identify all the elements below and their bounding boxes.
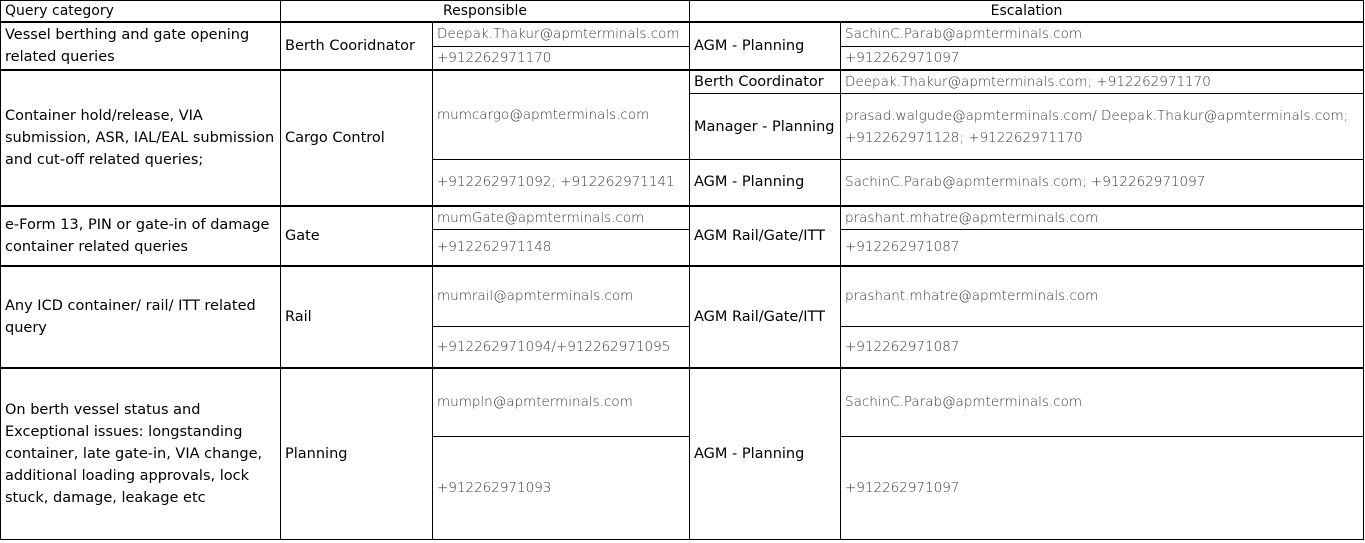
header-escalation: Escalation (690, 1, 1364, 23)
responsible-team-cell: Berth Cooridnator (281, 22, 433, 70)
escalation-role-cell: AGM - Planning (690, 368, 841, 539)
escalation-role-cell: AGM Rail/Gate/ITT (690, 266, 841, 368)
escalation-role-cell: AGM - Planning (690, 160, 841, 206)
responsible-email-cell: mumpln@apmterminals.com (433, 368, 690, 436)
escalation-contact-cell: Deepak.Thakur@apmterminals.com; +912262971170 (841, 70, 1364, 94)
responsible-phone-cell: +912262971094/+912262971095 (433, 326, 690, 368)
responsible-email-cell: mumGate@apmterminals.com (433, 206, 690, 230)
query-category-cell: Container hold/release, VIA submission, ASR, IAL/EAL submission and cut-off related queries; (1, 70, 281, 206)
responsible-email-cell: Deepak.Thakur@apmterminals.com (433, 22, 690, 46)
responsible-email-cell: mumrail@apmterminals.com (433, 266, 690, 326)
responsible-team-cell: Cargo Control (281, 70, 433, 206)
responsible-phone-cell: +912262971148 (433, 229, 690, 266)
responsible-team-cell: Rail (281, 266, 433, 368)
header-row (1, 1, 1364, 23)
escalation-phone-cell: +912262971087 (841, 229, 1364, 266)
responsible-phone-cell: +912262971092; +912262971141 (433, 160, 690, 206)
table-row (1, 368, 1364, 436)
escalation-email-cell: prashant.mhatre@apmterminals.com (841, 206, 1364, 230)
escalation-phone-cell: +912262971097 (841, 46, 1364, 70)
header-query-category: Query category (1, 1, 281, 23)
escalation-phone-cell: +912262971087 (841, 326, 1364, 368)
responsible-team-cell: Planning (281, 368, 433, 539)
escalation-role-cell: AGM - Planning (690, 22, 841, 70)
responsible-phone-cell: +912262971093 (433, 436, 690, 539)
query-category-cell: Any ICD container/ rail/ ITT related query (1, 266, 281, 368)
escalation-role-cell: Manager - Planning (690, 94, 841, 160)
responsible-team-cell: Gate (281, 206, 433, 267)
query-category-cell: On berth vessel status and Exceptional issues: longstanding container, late gate-in, VIA change, additional loading approvals, lock stuck, damage, leakage etc (1, 368, 281, 539)
query-category-cell: Vessel berthing and gate opening related queries (1, 22, 281, 70)
responsible-email-cell: mumcargo@apmterminals.com (433, 70, 690, 160)
escalation-phone-cell: +912262971097 (841, 436, 1364, 539)
escalation-email-cell: prashant.mhatre@apmterminals.com (841, 266, 1364, 326)
escalation-role-cell: AGM Rail/Gate/ITT (690, 206, 841, 267)
escalation-email-cell: SachinC.Parab@apmterminals.com (841, 22, 1364, 46)
escalation-contact-cell: SachinC.Parab@apmterminals.com; +912262971097 (841, 160, 1364, 206)
query-category-cell: e-Form 13, PIN or gate-in of damage container related queries (1, 206, 281, 267)
escalation-contact-cell: prasad.walgude@apmterminals.com/ Deepak.Thakur@apmterminals.com; +912262971128; +912262971170 (841, 94, 1364, 160)
table-row (1, 22, 1364, 46)
table-row (1, 206, 1364, 230)
table-row (1, 266, 1364, 326)
escalation-email-cell: SachinC.Parab@apmterminals.com (841, 368, 1364, 436)
table-row (1, 70, 1364, 94)
header-responsible: Responsible (281, 1, 690, 23)
escalation-role-cell: Berth Coordinator (690, 70, 841, 94)
responsible-phone-cell: +912262971170 (433, 46, 690, 70)
